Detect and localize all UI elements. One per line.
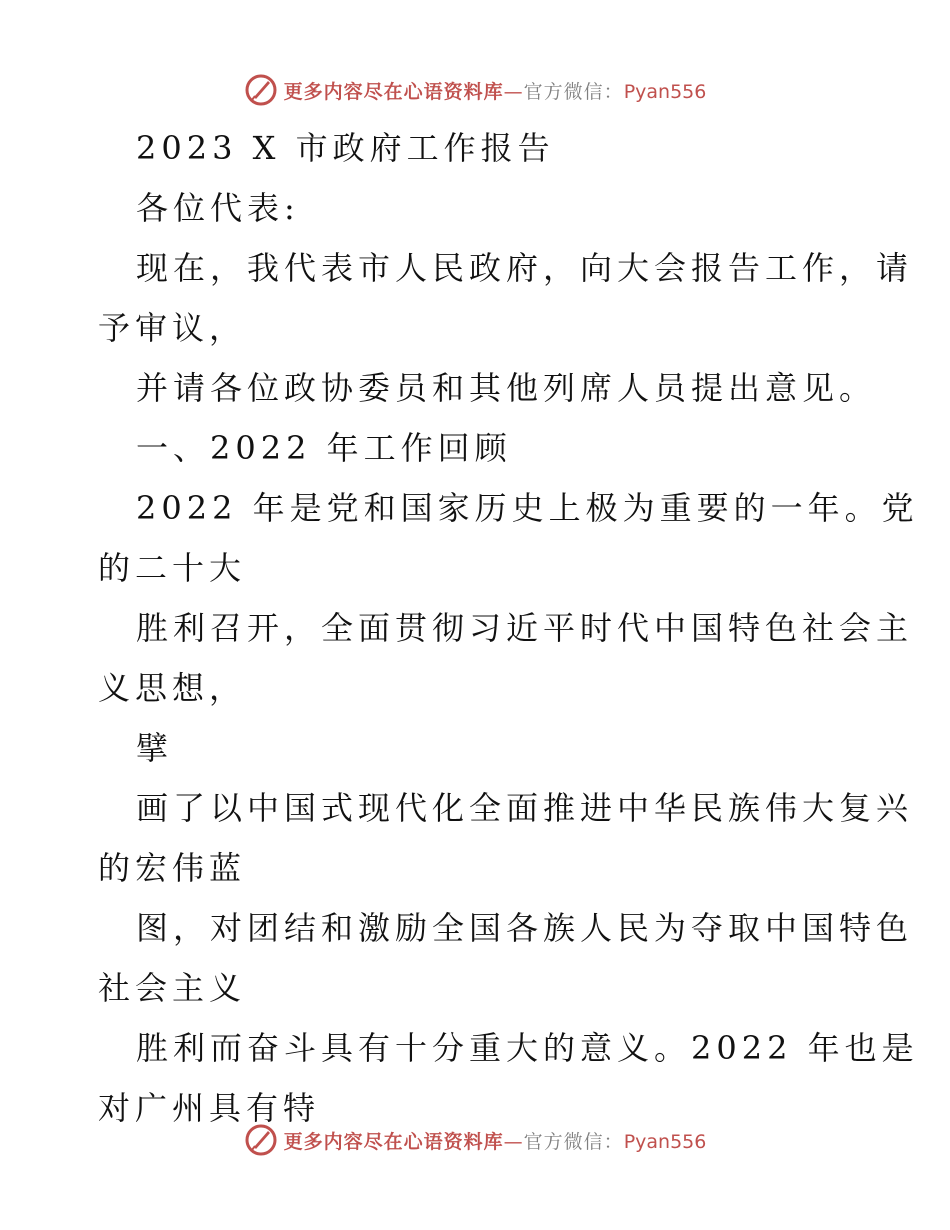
document-line: 义思想，	[98, 669, 247, 707]
watermark-label: 官方微信：	[523, 1130, 624, 1153]
document-line: 画了以中国式现代化全面推进中华民族伟大复兴	[136, 789, 914, 827]
document-line: 的宏伟蓝	[98, 849, 247, 887]
document-line: 现在，我代表市人民政府，向大会报告工作，请	[136, 249, 914, 287]
watermark-wechat-id: Pyan556	[623, 1130, 707, 1153]
document-line: 2023 X 市政府工作报告	[136, 129, 555, 167]
quill-logo-icon	[244, 73, 278, 107]
document-body	[98, 118, 919, 1138]
document-line: 各位代表:	[136, 189, 300, 227]
watermark-site: 更多内容尽在心语资料库	[283, 1130, 504, 1153]
document-line: 社会主义	[98, 969, 247, 1007]
watermark-banner-bottom	[0, 1120, 950, 1160]
document-line: 擘	[136, 729, 174, 767]
document-line: 2022 年是党和国家历史上极为重要的一年。党	[136, 489, 919, 527]
watermark-text	[284, 77, 707, 104]
document-line: 胜利而奋斗具有十分重大的意义。2022 年也是	[136, 1029, 919, 1067]
quill-logo-icon	[244, 1123, 278, 1157]
watermark-text	[284, 1127, 707, 1154]
watermark-dash: —	[503, 80, 524, 103]
document-line: 胜利召开，全面贯彻习近平时代中国特色社会主	[136, 609, 914, 647]
document-line: 一、2022 年工作回顾	[136, 429, 512, 467]
document-line: 图，对团结和激励全国各族人民为夺取中国特色	[136, 909, 914, 947]
watermark-wechat-id: Pyan556	[623, 80, 707, 103]
document-line: 并请各位政协委员和其他列席人员提出意见。	[136, 369, 877, 407]
document-line: 予审议，	[98, 309, 247, 347]
watermark-banner-top	[0, 70, 950, 110]
watermark-site: 更多内容尽在心语资料库	[283, 80, 504, 103]
document-line: 的二十大	[98, 549, 247, 587]
document-line: 对广州具有特	[98, 1089, 321, 1127]
watermark-label: 官方微信：	[523, 80, 624, 103]
watermark-dash: —	[503, 1130, 524, 1153]
